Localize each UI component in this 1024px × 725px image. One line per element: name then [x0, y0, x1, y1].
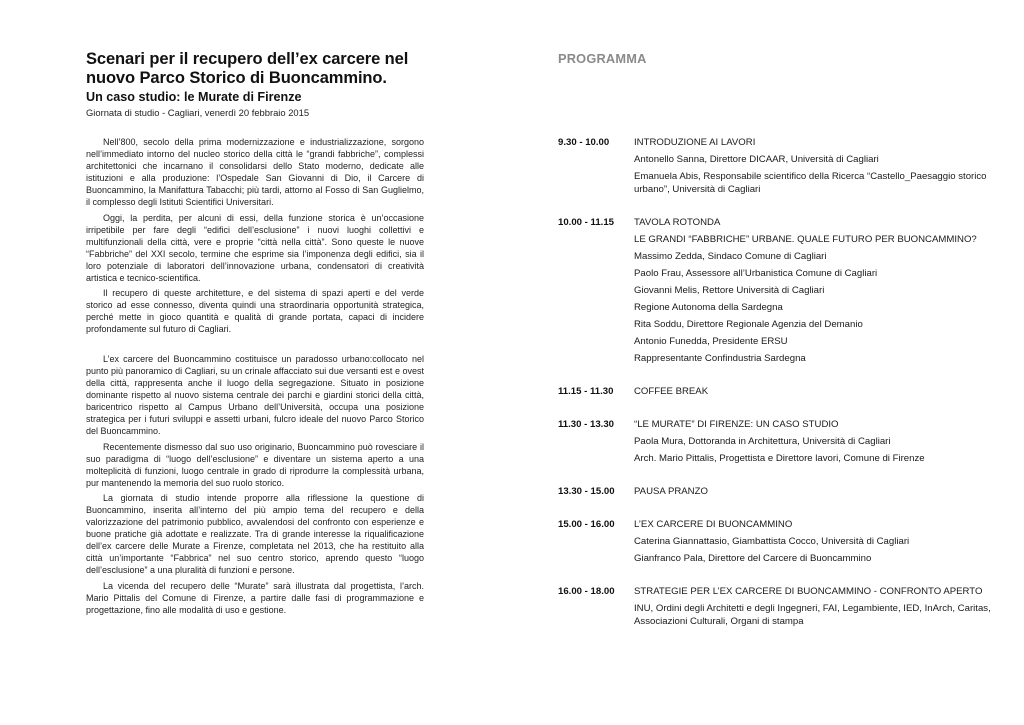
- session-line: Gianfranco Pala, Direttore del Carcere di Buoncammino: [634, 553, 872, 564]
- session-line: INU, Ordini degli Architetti e degli Ingegneri, FAI, Legambiente, IED, InArch, Caritas, Associazioni Culturali, Organi di stampa: [634, 603, 991, 627]
- session-line: STRATEGIE PER L’EX CARCERE DI BUONCAMMINO - CONFRONTO APERTO: [634, 586, 983, 597]
- session-line: Massimo Zedda, Sindaco Comune di Cagliari: [634, 251, 827, 262]
- session-time: 9.30 - 10.00: [558, 137, 610, 148]
- session-block: [558, 583, 998, 630]
- session-block: [558, 214, 998, 367]
- session-line: Antonio Funedda, Presidente ERSU: [634, 336, 788, 347]
- session-line: PAUSA PRANZO: [634, 486, 708, 497]
- paragraph: La vicenda del recupero delle “Murate” sarà illustrata dal progettista, l’arch. Mario Pittalis del Comune di Firenze, a partire dalle fasi di programmazione e progettazione, fino alle modalità di uso e gestione.: [86, 580, 424, 615]
- session-block: [558, 383, 998, 400]
- session-items: [634, 134, 998, 198]
- document-title: [86, 50, 424, 88]
- left-column: [86, 50, 424, 619]
- session-line: Regione Autonoma della Sardegna: [634, 302, 783, 313]
- session-line: INTRODUZIONE AI LAVORI: [634, 137, 756, 148]
- session-line: Arch. Mario Pittalis, Progettista e Direttore lavori, Comune di Firenze: [634, 453, 925, 464]
- session-time: 15.00 - 16.00: [558, 519, 615, 530]
- paragraph: Nell’800, secolo della prima modernizzazione e industrializzazione, sorgono nell’immediato intorno del nucleo storico della città le “grandi fabbriche”, complessi architettonici che incarnano il consolidarsi dello Stato moderno, dedicate alle istituzioni e alla produzione: l’Ospedale San Giovanni di Dio, il Carcere di Buoncammino, la Manifattura Tabacchi; più tardi, attorno al Fosso di San Guglielmo, il complesso degli Istituti Scientifici Universitari.: [86, 137, 424, 207]
- session-line: Caterina Giannattasio, Giambattista Cocco, Università di Cagliari: [634, 536, 910, 547]
- session-time: 16.00 - 18.00: [558, 586, 615, 597]
- session-line: Giovanni Melis, Rettore Università di Cagliari: [634, 285, 825, 296]
- session-line: Paola Mura, Dottoranda in Architettura, Università di Cagliari: [634, 436, 891, 447]
- session-line: Rappresentante Confindustria Sardegna: [634, 353, 806, 364]
- session-line: Rita Soddu, Direttore Regionale Agenzia del Demanio: [634, 319, 863, 330]
- event-dateline: Giornata di studio - Cagliari, venerdì 20 febbraio 2015: [86, 107, 310, 118]
- title-line-2: nuovo Parco Storico di Buoncammino.: [86, 69, 387, 87]
- programme-schedule: [558, 134, 998, 646]
- session-time: 10.00 - 11.15: [558, 217, 615, 228]
- session-line: LE GRANDI “FABBRICHE” URBANE. QUALE FUTURO PER BUONCAMMINO?: [634, 234, 977, 245]
- paragraph: Oggi, la perdita, per alcuni di essi, della funzione storica è un’occasione irripetibile per fare degli “edifici dell’esclusione” i nuovi luoghi collettivi e multifunzionali della città, vere e proprie “città nella città”. Sono queste le nuove “Fabbriche” del XXI secolo, termine che esprime sia l’imponenza degli edifici, sia il loro potenziale di laboratori dell’innovazione urbana, condensatori di creatività artistica e tecnico-scientifica.: [86, 212, 424, 283]
- session-line: Antonello Sanna, Direttore DICAAR, Università di Cagliari: [634, 154, 879, 165]
- session-items: [634, 516, 998, 567]
- session-items: [634, 583, 998, 630]
- session-items: [634, 383, 998, 400]
- paragraph: Il recupero di queste architetture, e del sistema di spazi aperti e del verde storico ad esse connesso, diventa quindi una straordinaria opportunità strategica, perché mette in gioco quantità e qualità di grande portata, capaci di incidere profondamente sul futuro di Cagliari.: [86, 288, 424, 334]
- title-line-1: Scenari per il recupero dell’ex carcere nel: [86, 50, 409, 68]
- paragraph: L’ex carcere del Buoncammino costituisce un paradosso urbano:collocato nel punto più panoramico di Cagliari, su un crinale affacciato sui due versanti est e ovest della città, rappresenta anche il luogo della segregazione. Situato in posizione dominante rispetto al nuovo sistema centrale dei parchi e giardini storici della città, baricentrico rispetto al Campus Urbano dell’Università, occupa una posizione strategica per i futuri sviluppi e assetti urbani, fulcro ideale del nuovo Parco Storico del Buoncammino.: [86, 354, 424, 436]
- session-line: L’EX CARCERE DI BUONCAMMINO: [634, 519, 793, 530]
- programme-heading: PROGRAMMA: [558, 51, 647, 66]
- session-line: Emanuela Abis, Responsabile scientifico della Ricerca “Castello_Paesaggio storico urbano”, Università di Cagliari: [634, 171, 987, 195]
- session-line: Paolo Frau, Assessore all’Urbanistica Comune di Cagliari: [634, 268, 878, 279]
- session-items: [634, 483, 998, 500]
- session-block: [558, 483, 998, 500]
- programme-column: [558, 50, 998, 627]
- session-line: COFFEE BREAK: [634, 386, 709, 397]
- session-block: [558, 516, 998, 567]
- session-block: [558, 416, 998, 467]
- session-time: 11.15 - 11.30: [558, 386, 614, 397]
- paragraph: Recentemente dismesso dal suo uso originario, Buoncammino può rovesciare il suo paradigma di “luogo dell’esclusione” e diventare un sistema aperto a una molteplicità di funzioni, luogo centrale in grado di riprodurre la complessità urbana, pur mantenendo la memoria del suo ruolo storico.: [86, 441, 424, 488]
- session-line: TAVOLA ROTONDA: [634, 217, 721, 228]
- session-items: [634, 214, 998, 367]
- document-subtitle: Un caso studio: le Murate di Firenze: [86, 90, 302, 104]
- session-time: 13.30 - 15.00: [558, 486, 615, 497]
- session-block: [558, 134, 998, 198]
- session-time: 11.30 - 13.30: [558, 419, 615, 430]
- session-line: “LE MURATE” DI FIRENZE: UN CASO STUDIO: [634, 419, 839, 430]
- paragraph: La giornata di studio intende proporre alla riflessione la questione di Buoncammino, inserita all’interno del più ampio tema del recupero e della valorizzazione del patrimonio pubblico, avvalendosi del confronto con esperienze e buone pratiche già adottate e realizzate. Tra di grande interesse la riqualificazione dell’ex carcere delle Murate a Firenze, completata nel 2013, che ha restituito alla città un’importante “Fabbrica” nel suo centro storico, aprendo questo “luogo dell’esclusione” a una pluralità di funzioni e persone.: [86, 493, 424, 575]
- body-text: [86, 136, 424, 616]
- session-items: [634, 416, 998, 467]
